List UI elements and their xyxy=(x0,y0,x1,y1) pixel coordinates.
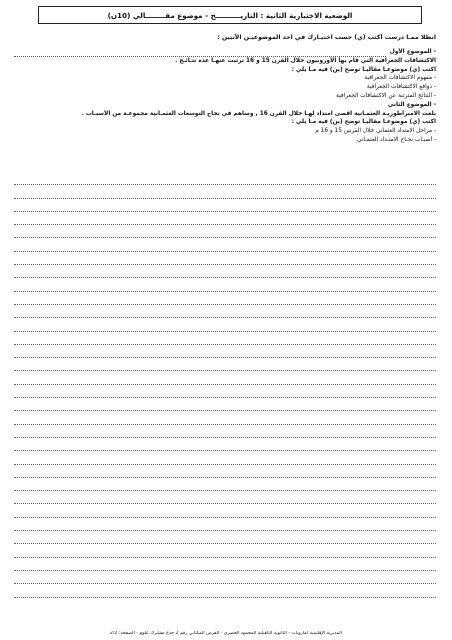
answer-ruled-area[interactable] xyxy=(14,172,436,618)
answer-line xyxy=(14,438,436,451)
answer-line xyxy=(14,172,436,185)
topic2-line: اكتب (ي) موضوعـا مقاليـا توضح (ين) فيه مـا يلي : xyxy=(291,119,436,126)
answer-line xyxy=(14,531,436,544)
topic1-line: اكتب (ي) موضوعـا مقاليـا توضح (ين) فيه مـا يلي : xyxy=(291,66,436,73)
answer-line xyxy=(14,345,436,358)
answer-line xyxy=(14,584,436,597)
answer-line xyxy=(14,465,436,478)
topic1-heading: - الموضوع الأول xyxy=(389,49,436,55)
section-header-title: الوضعية الاختبارية الثانية : التاريــــــــــخ - موضوع مقــــــــالي (10ن) xyxy=(107,10,353,20)
answer-line xyxy=(14,558,436,571)
topic1-line: الاكتشافات الجغرافية التي قام بها الأوروبيون خلال القرن 15 و 16 ترتبت عنهـا عدة نتـائـج . xyxy=(175,57,436,64)
topic1-line: - مفهوم الاكتشافات الجغرافية xyxy=(364,75,436,82)
answer-line xyxy=(14,371,436,384)
topics-content xyxy=(14,48,436,145)
answer-line xyxy=(14,411,436,424)
answer-line xyxy=(14,225,436,238)
answer-line xyxy=(14,504,436,517)
instructions-intro: انطلا ممـا درست أكتب (ي) حسب اختيـارك في احد الموضوعيـن الآتيين : xyxy=(217,34,436,41)
topic1-heading-row xyxy=(14,48,436,57)
section-header-box xyxy=(38,6,422,24)
answer-line xyxy=(14,212,436,225)
topic1-dotted-leader xyxy=(14,51,386,57)
topic1-line: - النتائج المترتبة عن الاكتشافات الجغرافية xyxy=(335,92,436,99)
topic2-heading: - الموضوع الثاني xyxy=(387,101,436,108)
answer-line xyxy=(14,544,436,557)
topic2-line: - أسبـاب نجـاح الامتـداد العثمـاني xyxy=(356,136,436,143)
answer-line xyxy=(14,478,436,491)
answer-line xyxy=(14,185,436,198)
answer-line xyxy=(14,238,436,251)
answer-line xyxy=(14,425,436,438)
topic2-line: بلغت الامبراطوريـة العثمـانية اقصى امتداد لهـا خلال القرن 16 , وساهم في نجاح التوسعات العثمـانية مجموعـة من الأسبـاب . xyxy=(81,110,436,117)
page-footer: المديرية الإقليمية لمارويات - الثانوية التأهيلية المحمود الحصري - الفرض المكتابي رقم 2 جذع مشترك علوم - الصفحة: 2/2 xyxy=(110,631,342,636)
answer-line xyxy=(14,491,436,504)
answer-line xyxy=(14,318,436,331)
answer-line xyxy=(14,332,436,345)
answer-line xyxy=(14,305,436,318)
answer-line xyxy=(14,398,436,411)
answer-line xyxy=(14,385,436,398)
topic1-line: - دوافع الاكتشافات الجغرافية xyxy=(366,84,436,91)
topic2-line: - مراحل الامتداد العثماني خلال القرنين 15 و 16 م xyxy=(315,128,436,135)
answer-line xyxy=(14,199,436,212)
answer-line xyxy=(14,451,436,464)
answer-line xyxy=(14,265,436,278)
answer-line xyxy=(14,518,436,531)
answer-line xyxy=(14,358,436,371)
answer-line xyxy=(14,278,436,291)
answer-line xyxy=(14,571,436,584)
answer-line xyxy=(14,252,436,265)
answer-line xyxy=(14,292,436,305)
